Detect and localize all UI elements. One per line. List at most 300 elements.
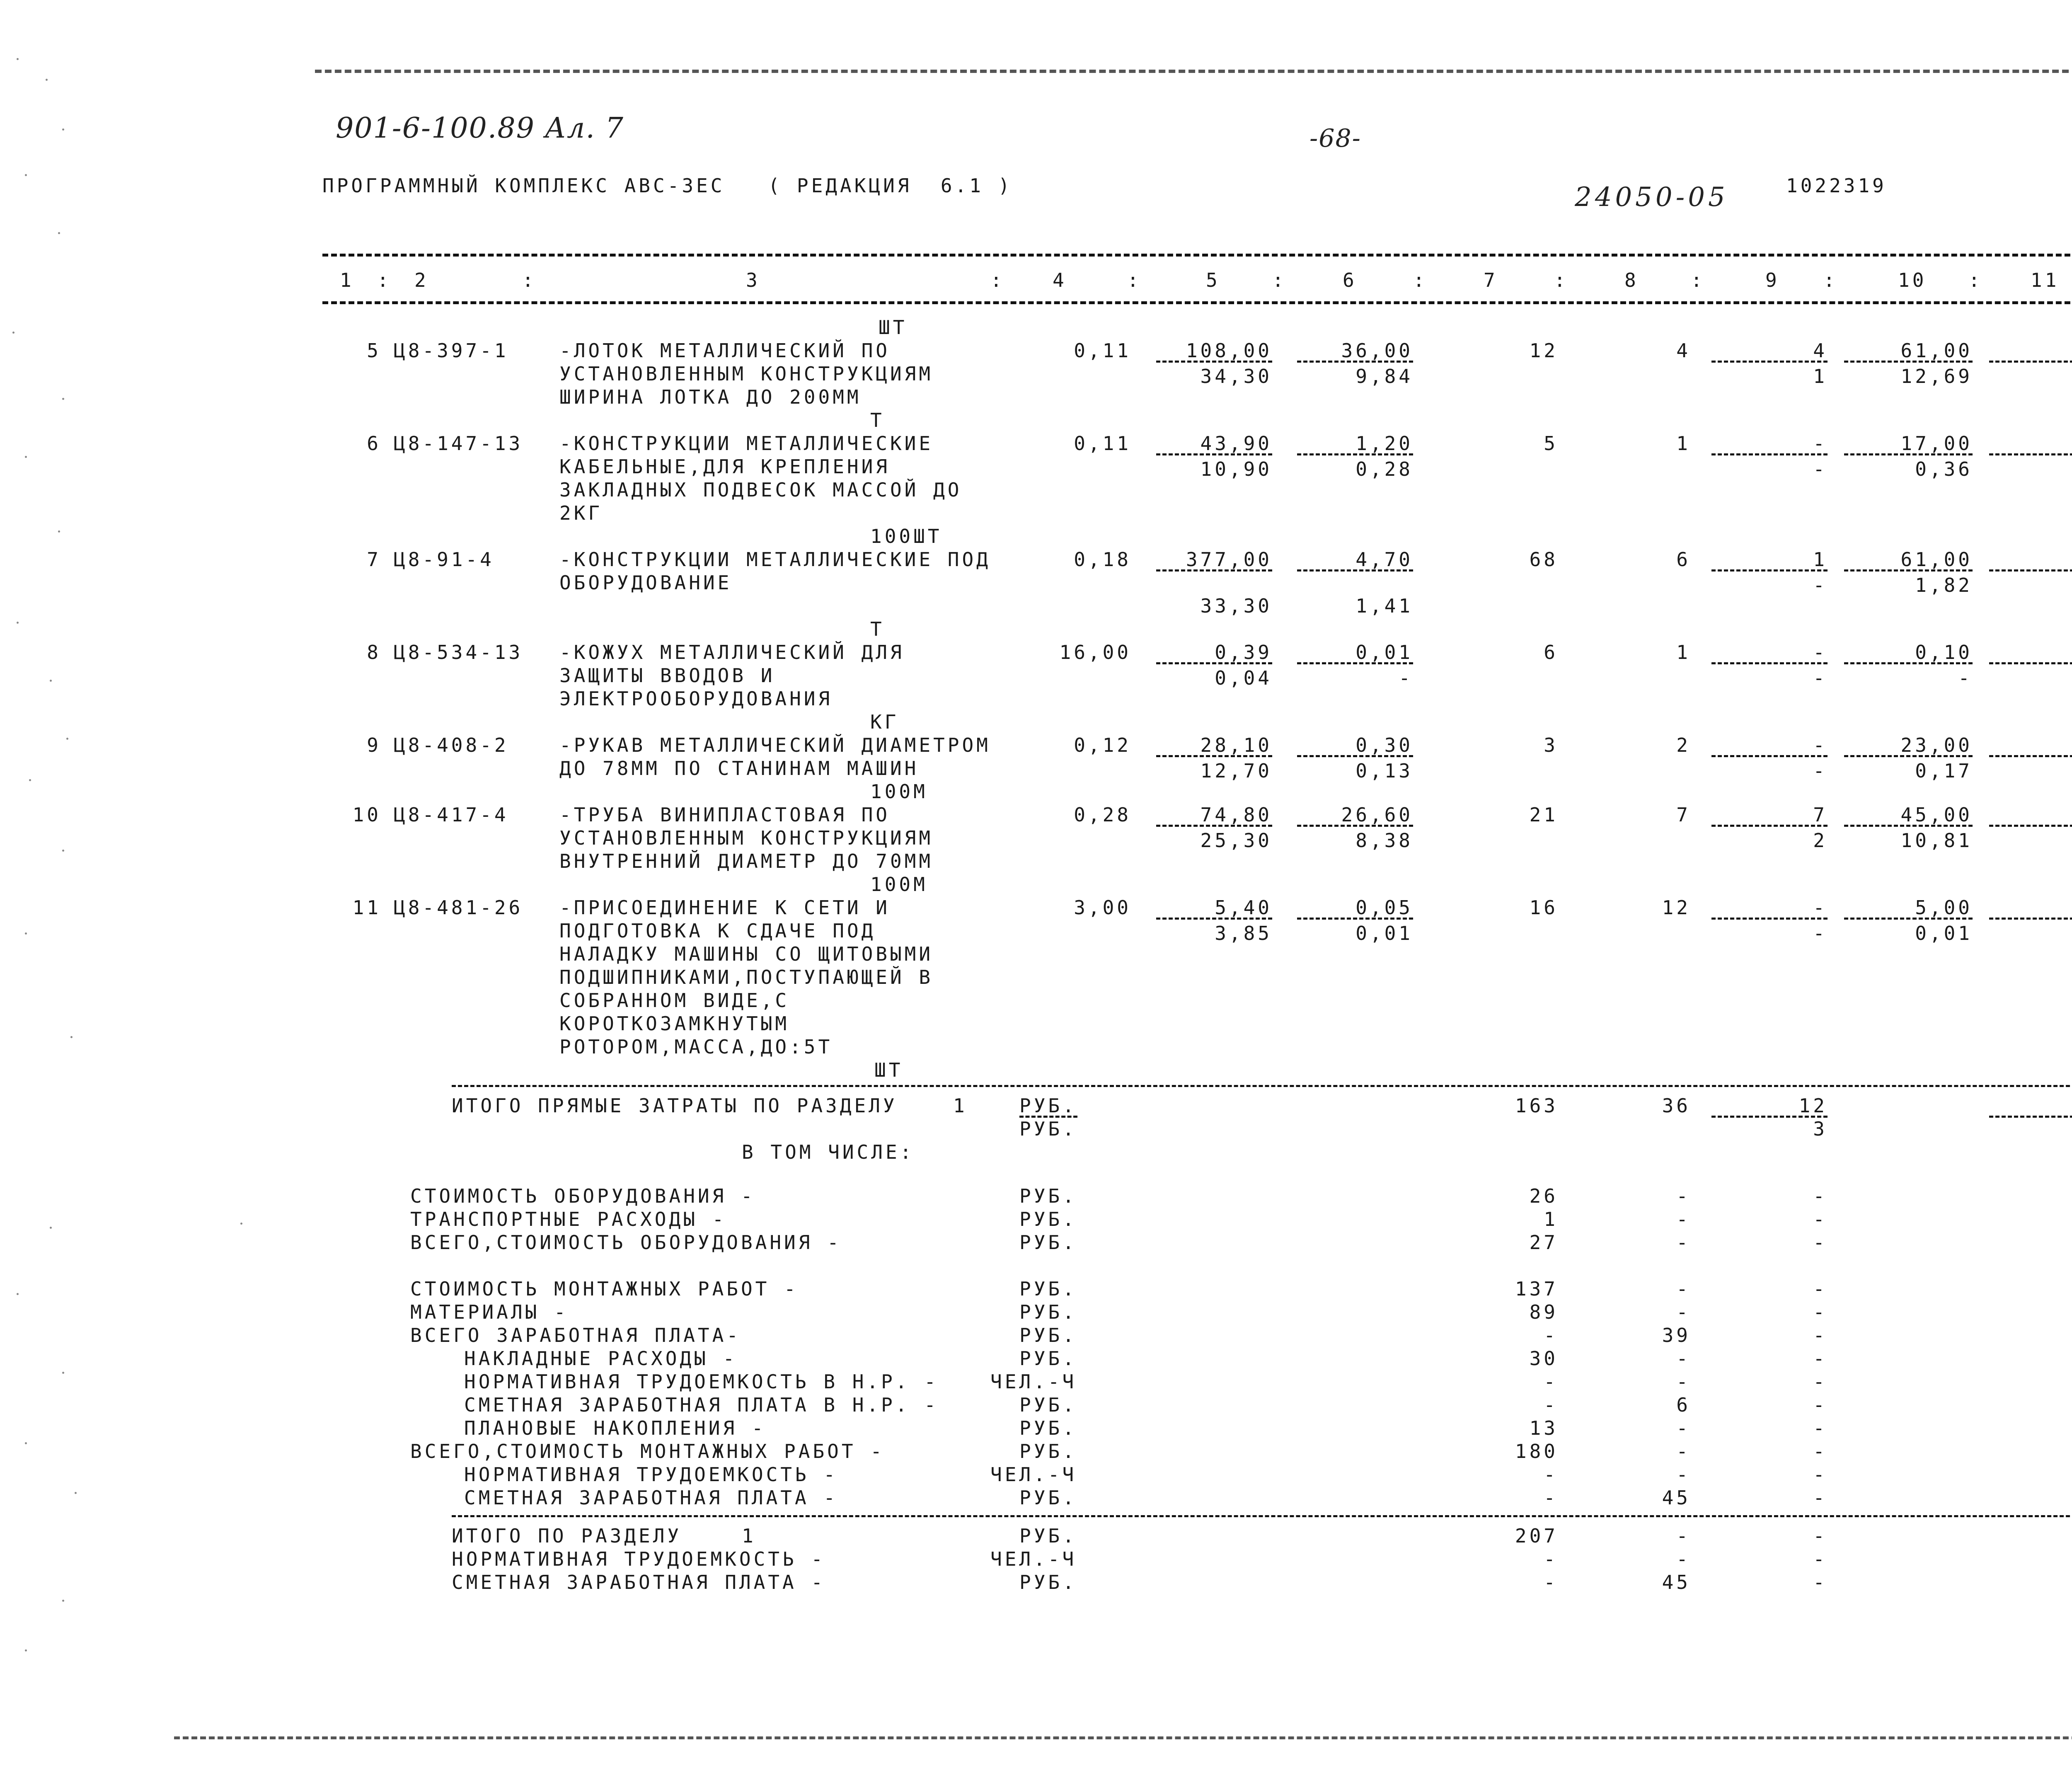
item-description-line: -КОНСТРУКЦИИ МЕТАЛЛИЧЕСКИЕ ПОД [559,548,991,571]
scan-speck [70,1036,73,1038]
cell-col-9: 4 [1813,339,1828,362]
value-separator [1156,453,1272,455]
summary-col-11 [1857,1324,2072,1347]
cell-col-8: 7 [1676,804,1691,826]
summary-col-7: 137 [1515,1278,1558,1300]
summary-label: ВСЕГО ЗАРАБОТНАЯ ПЛАТА- [410,1324,741,1346]
total-direct-label: ИТОГО ПРЯМЫЕ ЗАТРАТЫ ПО РАЗДЕЛУ [452,1094,898,1117]
cell-col-8: 1 [1676,641,1691,663]
scan-speck [46,79,48,81]
section-total-col-11 [1857,1547,2072,1571]
column-number-4: 4 [1053,269,1067,291]
value-separator [1844,453,1973,455]
column-separator: : [377,269,392,291]
column-separator: : [1413,269,1428,291]
cell-col-10-secondary: 10,81 [1900,829,1973,852]
summary-unit: РУБ. [1019,1185,1077,1207]
cell-col-10-secondary: 0,01 [1915,922,1973,944]
cell-col-10: 61,00 [1900,339,1973,362]
cell-col-11 [1857,339,2072,362]
summary-label: ВСЕГО,СТОИМОСТЬ ОБОРУДОВАНИЯ - [410,1231,842,1254]
item-description-line: -ЛОТОК МЕТАЛЛИЧЕСКИЙ ПО [559,339,890,362]
cell-col-6-secondary: 9,84 [1356,365,1413,387]
value-separator [1711,918,1828,920]
section-total-unit: РУБ. [1019,1525,1077,1547]
scan-speck [62,850,64,852]
cell-col-11 [1857,734,2072,757]
item-description-line: ОБОРУДОВАНИЕ [559,571,732,594]
cell-col-5-secondary: 25,30 [1200,829,1272,852]
scan-speck [62,1600,64,1602]
cell-col-9-secondary: - [1813,667,1828,689]
summary-col-7: 26 [1529,1185,1558,1207]
cell-col-8: 1 [1676,432,1691,455]
cell-col-4: 16,00 [1059,641,1131,663]
cell-col-10-secondary: 0,17 [1915,760,1973,782]
item-code: Ц8-534-13 [394,641,523,663]
value-separator [1989,361,2072,363]
scan-speck [25,456,27,458]
section-total-label: ИТОГО ПО РАЗДЕЛУ [452,1525,682,1547]
summary-col-9: - [1813,1347,1828,1370]
value-separator [1711,361,1828,363]
column-separator: : [1968,269,1983,291]
total-direct-unit-2: РУБ. [1019,1118,1077,1140]
summary-col-7: - [1544,1487,1558,1509]
summary-unit: РУБ. [1019,1487,1077,1509]
summary-col-7: 89 [1529,1301,1558,1323]
column-separator: : [522,269,537,291]
item-description-line: -КОНСТРУКЦИИ МЕТАЛЛИЧЕСКИЕ [559,432,934,455]
summary-col-7: - [1544,1324,1558,1346]
summary-col-9: - [1813,1301,1828,1323]
cell-col-10-secondary: 12,69 [1900,365,1973,387]
handwritten-page-number: -68- [1310,124,1361,153]
cell-col-6-secondary: 0,01 [1356,922,1413,944]
program-title: ПРОГРАММНЫЙ КОМПЛЕКС АВС-3ЕС ( РЕДАКЦИЯ 6.1 ) [322,174,1013,197]
summary-col-11 [1857,1393,2072,1416]
item-code: Ц8-417-4 [394,804,509,826]
item-description-line: -ТРУБА ВИНИПЛАСТОВАЯ ПО [559,804,890,826]
total-direct-col-9: 12 [1798,1094,1828,1117]
summary-col-11 [1857,1347,2072,1370]
total-direct-col-11 [1857,1094,2072,1117]
summary-col-8: 39 [1662,1324,1691,1346]
cell-col-9: 1 [1813,548,1828,571]
section-total-rule [452,1515,2072,1517]
cell-col-10: 0,10 [1915,641,1973,663]
item-number: 11 [352,896,381,919]
cell-col-5-secondary: 12,70 [1200,760,1272,782]
scan-speck [66,738,68,740]
summary-col-11 [1857,1231,2072,1254]
item-description-line: -РУКАВ МЕТАЛЛИЧЕСКИЙ ДИАМЕТРОМ [559,734,991,756]
summary-col-11 [1857,1416,2072,1440]
section-total-col-7: - [1544,1548,1558,1570]
summary-label: СМЕТНАЯ ЗАРАБОТНАЯ ПЛАТА - [464,1487,838,1509]
cell-col-8: 2 [1676,734,1691,756]
scan-speck [62,128,64,131]
scan-speck [240,1223,242,1225]
cell-col-5-secondary: 3,85 [1215,922,1272,944]
cell-col-11-secondary [1857,574,2072,597]
value-separator [1711,569,1828,571]
cell-col-6-secondary: 1,41 [1356,595,1413,617]
summary-col-8: - [1676,1231,1691,1254]
scan-speck [17,1293,19,1295]
total-rule [452,1085,2072,1087]
summary-col-8: 6 [1676,1394,1691,1416]
cell-col-6: 0,01 [1356,641,1413,663]
cell-col-11 [1857,548,2072,571]
summary-col-8: - [1676,1301,1691,1323]
cell-col-11-secondary [1857,458,2072,481]
total-direct-col-8: 36 [1662,1094,1691,1117]
unit-label: ШТ [879,316,908,339]
value-separator [1156,918,1272,920]
section-total-col-8: - [1676,1525,1691,1547]
summary-col-9: - [1813,1208,1828,1230]
cell-col-6: 1,20 [1356,432,1413,455]
scan-speck [62,398,64,400]
cell-col-10: 5,00 [1915,896,1973,919]
summary-label: СМЕТНАЯ ЗАРАБОТНАЯ ПЛАТА В Н.Р. - [464,1394,939,1416]
summary-label: ТРАНСПОРТНЫЕ РАСХОДЫ - [410,1208,727,1230]
item-description-line: 2КГ [559,502,603,524]
cell-col-8: 6 [1676,548,1691,571]
summary-col-7: - [1544,1370,1558,1393]
value-separator [1156,361,1272,363]
value-separator [1297,361,1413,363]
cell-col-9: - [1813,641,1828,663]
item-number: 8 [367,641,381,663]
item-description-line: ПОДГОТОВКА К СДАЧЕ ПОД [559,920,876,942]
scan-speck [12,332,15,334]
item-description-line: РОТОРОМ,МАССА,ДО:5Т [559,1036,833,1058]
summary-unit: РУБ. [1019,1417,1077,1439]
summary-col-11 [1857,1208,2072,1231]
cell-col-5: 5,40 [1215,896,1272,919]
cell-col-5-secondary: 34,30 [1200,365,1272,387]
cell-col-9-secondary: - [1813,922,1828,944]
summary-label: МАТЕРИАЛЫ - [410,1301,569,1323]
scan-speck [58,530,60,533]
summary-col-8: - [1676,1278,1691,1300]
cell-col-6-secondary: 0,13 [1356,760,1413,782]
scan-speck [29,779,31,781]
cell-col-4: 0,11 [1074,432,1131,455]
summary-col-11 [1857,1277,2072,1300]
scan-bottom-edge [174,1736,2072,1739]
cell-col-7: 16 [1529,896,1558,919]
cell-col-10: 17,00 [1900,432,1973,455]
cell-col-9-secondary: - [1813,574,1828,596]
summary-col-7: 1 [1544,1208,1558,1230]
cell-col-8: 4 [1676,339,1691,362]
summary-label: СТОИМОСТЬ МОНТАЖНЫХ РАБОТ - [410,1278,799,1300]
cell-col-9: 7 [1813,804,1828,826]
item-description-line: -ПРИСОЕДИНЕНИЕ К СЕТИ И [559,896,890,919]
cell-col-5: 43,90 [1200,432,1272,455]
item-code: Ц8-147-13 [394,432,523,455]
value-separator [1989,825,2072,827]
item-code: Ц8-408-2 [394,734,509,756]
cell-col-11-secondary [1857,829,2072,852]
column-number-10: 10 [1898,269,1927,291]
column-number-1: 1 [340,269,354,291]
section-total-col-7: 207 [1515,1525,1558,1547]
section-total-col-9: - [1813,1571,1828,1593]
item-description-line: КАБЕЛЬНЫЕ,ДЛЯ КРЕПЛЕНИЯ [559,455,890,478]
cell-col-6-secondary: - [1399,667,1413,689]
value-separator [1156,569,1272,571]
cell-col-6: 26,60 [1341,804,1413,826]
summary-col-11 [1857,1463,2072,1486]
section-total-unit: РУБ. [1019,1571,1077,1593]
column-separator: : [1691,269,1705,291]
item-number: 10 [352,804,381,826]
value-separator [1989,569,2072,571]
cell-col-5: 28,10 [1200,734,1272,756]
cell-col-11-secondary [1857,759,2072,782]
cell-col-4: 0,18 [1074,548,1131,571]
cell-col-4: 0,12 [1074,734,1131,756]
summary-col-8: - [1676,1417,1691,1439]
value-separator [1297,825,1413,827]
item-code: Ц8-481-26 [394,896,523,919]
scan-speck [25,174,27,176]
cell-col-6-secondary: 0,28 [1356,458,1413,480]
column-number-2: 2 [414,269,429,291]
item-description-line: ЗАЩИТЫ ВВОДОВ И [559,664,775,687]
item-description-line: ДО 78ММ ПО СТАНИНАМ МАШИН [559,757,919,780]
section-total-col-7: - [1544,1571,1558,1593]
scan-speck [17,622,19,624]
summary-col-11 [1857,1184,2072,1208]
item-description-line: ЗАКЛАДНЫХ ПОДВЕСОК МАССОЙ ДО [559,479,962,501]
column-number-8: 8 [1624,269,1639,291]
scan-speck [58,232,60,234]
summary-label: ВСЕГО,СТОИМОСТЬ МОНТАЖНЫХ РАБОТ - [410,1440,885,1462]
unit-label: Т [870,618,885,640]
unit-label: ШТ [874,1059,903,1081]
summary-col-8: - [1676,1463,1691,1486]
scan-speck [50,680,52,682]
handwritten-doc-ref: 901-6-100.89 Ал. 7 [336,112,624,145]
header-rule-bottom [322,301,2072,304]
item-description-line: ШИРИНА ЛОТКА ДО 200ММ [559,386,862,408]
unit-label: КГ [870,711,899,733]
cell-col-10: 23,00 [1900,734,1973,756]
section-total-col-9: - [1813,1525,1828,1547]
section-total-number: 1 [742,1525,756,1547]
summary-col-8: - [1676,1347,1691,1370]
value-separator [1711,825,1828,827]
column-number-7: 7 [1484,269,1498,291]
total-direct-col-11-secondary [1857,1117,2072,1140]
cell-col-9: - [1813,734,1828,756]
column-number-5: 5 [1206,269,1220,291]
column-number-9: 9 [1765,269,1780,291]
cell-col-4: 0,11 [1074,339,1131,362]
summary-col-9: - [1813,1487,1828,1509]
item-number: 7 [367,548,381,571]
value-separator [1844,662,1973,664]
cell-col-6-secondary: 8,38 [1356,829,1413,852]
value-separator [1297,569,1413,571]
scan-speck [25,932,27,935]
handwritten-code: 24050-05 [1575,182,1728,213]
summary-col-7: 13 [1529,1417,1558,1439]
column-separator: : [1823,269,1838,291]
column-number-11: 11 [2031,269,2060,291]
summary-col-7: 180 [1515,1440,1558,1462]
item-description-line: УСТАНОВЛЕННЫМ КОНСТРУКЦИЯМ [559,363,934,385]
item-description-line: КОРОТКОЗАМКНУТЫМ [559,1012,790,1035]
cell-col-10-secondary: 1,82 [1915,574,1973,596]
cell-col-11 [1857,432,2072,455]
summary-col-9: - [1813,1370,1828,1393]
value-separator [1711,453,1828,455]
summary-col-8: 45 [1662,1487,1691,1509]
summary-unit: ЧЕЛ.-Ч [990,1370,1077,1393]
cell-col-9-secondary: - [1813,458,1828,480]
value-separator [1989,662,2072,664]
including-label: В ТОМ ЧИСЛЕ: [742,1141,915,1163]
cell-col-5-secondary: 33,30 [1200,595,1272,617]
cell-col-8: 12 [1662,896,1691,919]
total-direct-col-7: 163 [1515,1094,1558,1117]
column-separator: : [990,269,1005,291]
item-code: Ц8-397-1 [394,339,509,362]
cell-col-9-secondary: - [1813,760,1828,782]
summary-col-9: - [1813,1185,1828,1207]
summary-unit: РУБ. [1019,1301,1077,1323]
summary-col-9: - [1813,1440,1828,1462]
summary-unit: РУБ. [1019,1208,1077,1230]
scan-speck [62,1372,64,1374]
value-separator [1297,755,1413,757]
cell-col-10-secondary: - [1958,667,1973,689]
summary-col-7: 27 [1529,1231,1558,1254]
item-description-line: ВНУТРЕННИЙ ДИАМЕТР ДО 70ММ [559,850,934,872]
value-separator [1156,755,1272,757]
item-number: 9 [367,734,381,756]
item-number: 6 [367,432,381,455]
section-total-col-8: 45 [1662,1571,1691,1593]
value-separator [1711,755,1828,757]
summary-unit: РУБ. [1019,1347,1077,1370]
value-separator [1297,918,1413,920]
cell-col-10: 45,00 [1900,804,1973,826]
summary-col-9: - [1813,1278,1828,1300]
summary-unit: РУБ. [1019,1394,1077,1416]
item-number: 5 [367,339,381,362]
summary-col-9: - [1813,1417,1828,1439]
value-separator [1989,755,2072,757]
column-number-6: 6 [1343,269,1357,291]
cell-col-10: 61,00 [1900,548,1973,571]
section-total-col-11 [1857,1524,2072,1547]
summary-col-8: - [1676,1440,1691,1462]
item-description-line: ПОДШИПНИКАМИ,ПОСТУПАЮЩЕЙ В [559,966,934,988]
value-separator [1156,825,1272,827]
item-description-line: УСТАНОВЛЕННЫМ КОНСТРУКЦИЯМ [559,827,934,849]
column-separator: : [1554,269,1569,291]
summary-col-9: - [1813,1394,1828,1416]
cell-col-4: 0,28 [1074,804,1131,826]
value-separator [1844,361,1973,363]
cell-col-11-secondary [1857,365,2072,388]
summary-label: НОРМАТИВНАЯ ТРУДОЕМКОСТЬ - [464,1463,838,1486]
section-total-col-9: - [1813,1548,1828,1570]
section-total-col-8: - [1676,1548,1691,1570]
value-separator [1844,825,1973,827]
cell-col-4: 3,00 [1074,896,1131,919]
summary-label: НОРМАТИВНАЯ ТРУДОЕМКОСТЬ В Н.Р. - [464,1370,939,1393]
cell-col-10-secondary: 0,36 [1915,458,1973,480]
section-total-unit: ЧЕЛ.-Ч [990,1548,1077,1570]
scan-speck [25,1442,27,1444]
summary-col-8: - [1676,1185,1691,1207]
summary-label: ПЛАНОВЫЕ НАКОПЛЕНИЯ - [464,1417,766,1439]
cell-col-5: 377,00 [1186,548,1272,571]
summary-col-8: - [1676,1370,1691,1393]
value-separator [1844,755,1973,757]
value-separator [1989,453,2072,455]
summary-col-8: - [1676,1208,1691,1230]
summary-col-9: - [1813,1463,1828,1486]
cell-col-11-secondary [1857,666,2072,690]
item-description-line: НАЛАДКУ МАШИНЫ СО ЩИТОВЫМИ [559,943,934,965]
total-direct-section: 1 [953,1094,968,1117]
cell-col-6: 4,70 [1356,548,1413,571]
header-rule-top [322,254,2072,257]
section-total-label: НОРМАТИВНАЯ ТРУДОЕМКОСТЬ - [452,1548,826,1570]
scan-speck [50,1227,52,1229]
summary-unit: РУБ. [1019,1231,1077,1254]
summary-unit: РУБ. [1019,1324,1077,1346]
scan-speck [75,1492,77,1494]
summary-col-7: 30 [1529,1347,1558,1370]
summary-col-11 [1857,1300,2072,1324]
unit-label: 100М [870,780,928,803]
summary-col-7: - [1544,1394,1558,1416]
cell-col-5: 74,80 [1200,804,1272,826]
cell-col-11 [1857,641,2072,664]
summary-label: СТОИМОСТЬ ОБОРУДОВАНИЯ - [410,1185,755,1207]
cell-col-6: 0,05 [1356,896,1413,919]
unit-label: 100ШТ [870,525,942,547]
total-direct-col-9-secondary: 3 [1813,1118,1828,1140]
cell-col-9-secondary: 1 [1813,365,1828,387]
cell-col-7: 12 [1529,339,1558,362]
scan-speck [17,58,19,60]
value-separator [1711,662,1828,664]
value-separator [1844,918,1973,920]
column-number-3: 3 [746,269,760,291]
cell-col-7: 3 [1544,734,1558,756]
unit-label: Т [870,409,885,431]
value-separator [1297,453,1413,455]
cell-col-9-secondary: 2 [1813,829,1828,852]
summary-label: НАКЛАДНЫЕ РАСХОДЫ - [464,1347,738,1370]
item-code: Ц8-91-4 [394,548,494,571]
cell-col-11 [1857,803,2072,826]
item-description-line: -КОЖУХ МЕТАЛЛИЧЕСКИЙ ДЛЯ [559,641,905,663]
value-separator [1156,662,1272,664]
column-separator: : [1272,269,1287,291]
